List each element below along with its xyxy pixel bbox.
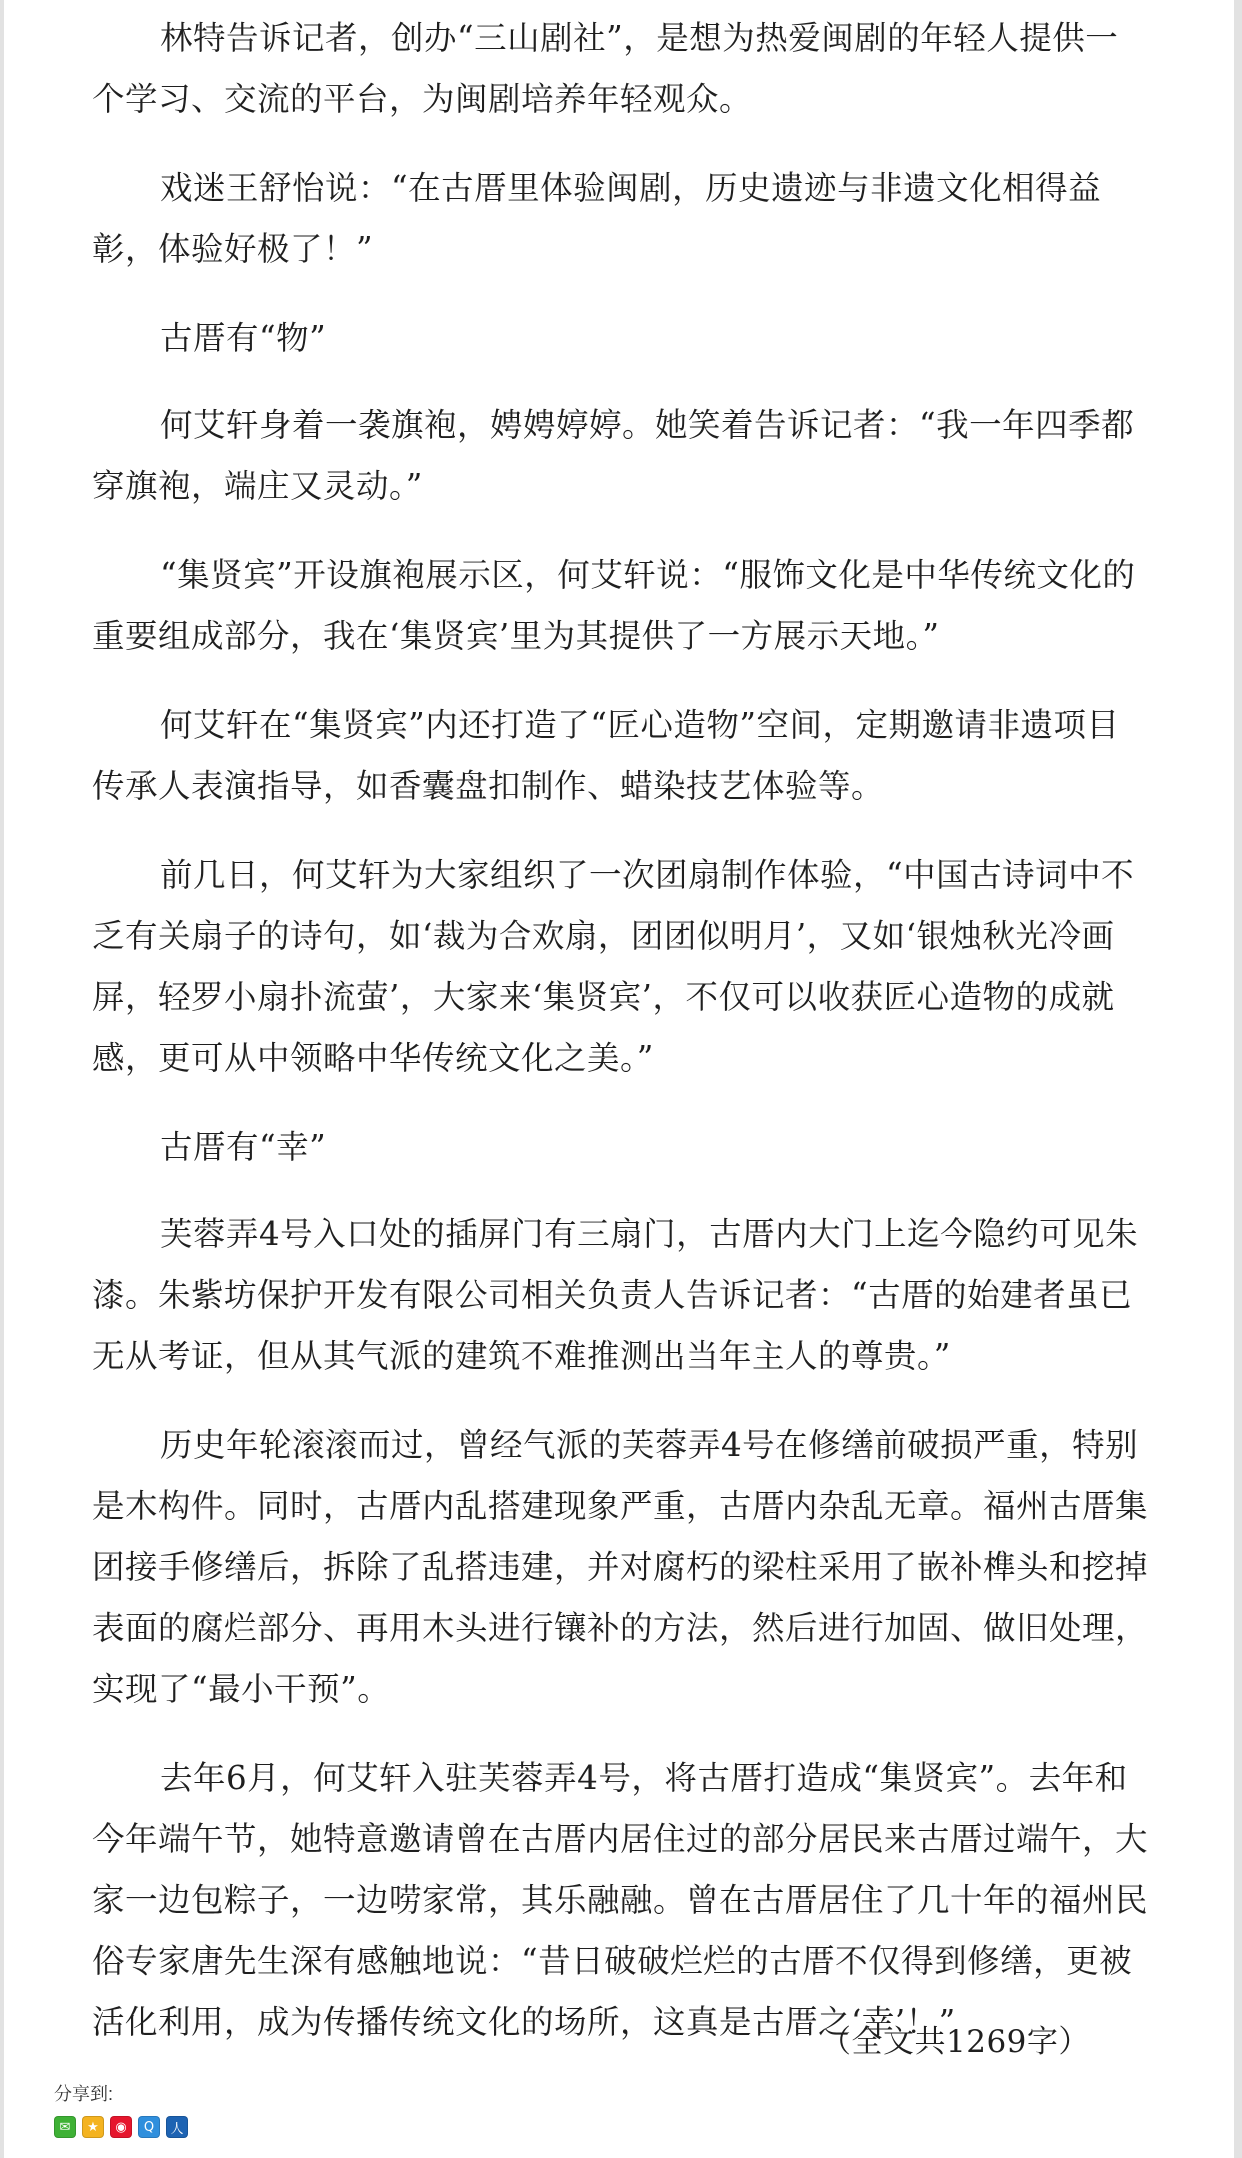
share-label: 分享到:: [54, 2084, 114, 2104]
section-heading: 古厝有“物”: [160, 319, 327, 357]
qzone-icon[interactable]: ★: [82, 2116, 104, 2138]
share-icon-list: [54, 2116, 188, 2138]
left-border: [0, 0, 4, 2158]
article-paragraph: “集贤宾”开设旗袍展示区，何艾轩说：“服饰文化是中华传统文化的重要组成部分，我在‘集贤宾’里为其提供了一方展示天地。”: [92, 556, 1136, 655]
article-paragraph: 戏迷王舒怡说：“在古厝里体验闽剧，历史遗迹与非遗文化相得益彰，体验好极了！”: [92, 169, 1102, 268]
renren-icon[interactable]: 人: [166, 2116, 188, 2138]
wechat-icon[interactable]: ✉: [54, 2116, 76, 2138]
article-body: [92, 8, 1148, 2081]
article-paragraph: 林特告诉记者，创办“三山剧社”，是想为热爱闽剧的年轻人提供一个学习、交流的平台，为闽剧培养年轻观众。: [92, 19, 1119, 118]
qq-icon[interactable]: Q: [138, 2116, 160, 2138]
weibo-icon[interactable]: ◉: [110, 2116, 132, 2138]
word-count-note: （全文共1269字）: [820, 2024, 1090, 2060]
section-heading: 古厝有“幸”: [160, 1128, 327, 1166]
article-paragraph: 去年6月，何艾轩入驻芙蓉弄4号，将古厝打造成“集贤宾”。去年和今年端午节，她特意邀请曾在古厝内居住过的部分居民来古厝过端午，大家一边包粽子，一边唠家常，其乐融融。曾在古厝居住了几十年的福州民俗专家唐先生深有感触地说：“昔日破破烂烂的古厝不仅得到修缮，更被活化利用，成为传播传统文化的场所，这真是古厝之‘幸’！”: [92, 1759, 1149, 2041]
article-paragraph: 前几日，何艾轩为大家组织了一次团扇制作体验，“中国古诗词中不乏有关扇子的诗句，如‘裁为合欢扇，团团似明月’，又如‘银烛秋光冷画屏，轻罗小扇扑流萤’，大家来‘集贤宾’，不仅可以收获匠心造物的成就感，更可从中领略中华传统文化之美。”: [92, 856, 1135, 1077]
article-paragraph: 历史年轮滚滚而过，曾经气派的芙蓉弄4号在修缮前破损严重，特别是木构件。同时，古厝内乱搭建现象严重，古厝内杂乱无章。福州古厝集团接手修缮后，拆除了乱搭违建，并对腐朽的梁柱采用了嵌补榫头和挖掉表面的腐烂部分、再用木头进行镶补的方法，然后进行加固、做旧处理，实现了“最小干预”。: [92, 1426, 1149, 1708]
article-paragraph: 何艾轩身着一袭旗袍，娉娉婷婷。她笑着告诉记者：“我一年四季都穿旗袍，端庄又灵动。”: [92, 406, 1135, 505]
right-scrollbar-track[interactable]: [1234, 0, 1242, 2158]
article-paragraph: 芙蓉弄4号入口处的插屏门有三扇门，古厝内大门上迄今隐约可见朱漆。朱紫坊保护开发有限公司相关负责人告诉记者：“古厝的始建者虽已无从考证，但从其气派的建筑不难推测出当年主人的尊贵。”: [92, 1215, 1139, 1375]
article-paragraph: 何艾轩在“集贤宾”内还打造了“匠心造物”空间，定期邀请非遗项目传承人表演指导，如香囊盘扣制作、蜡染技艺体验等。: [92, 706, 1120, 805]
share-bar: [54, 2082, 188, 2138]
